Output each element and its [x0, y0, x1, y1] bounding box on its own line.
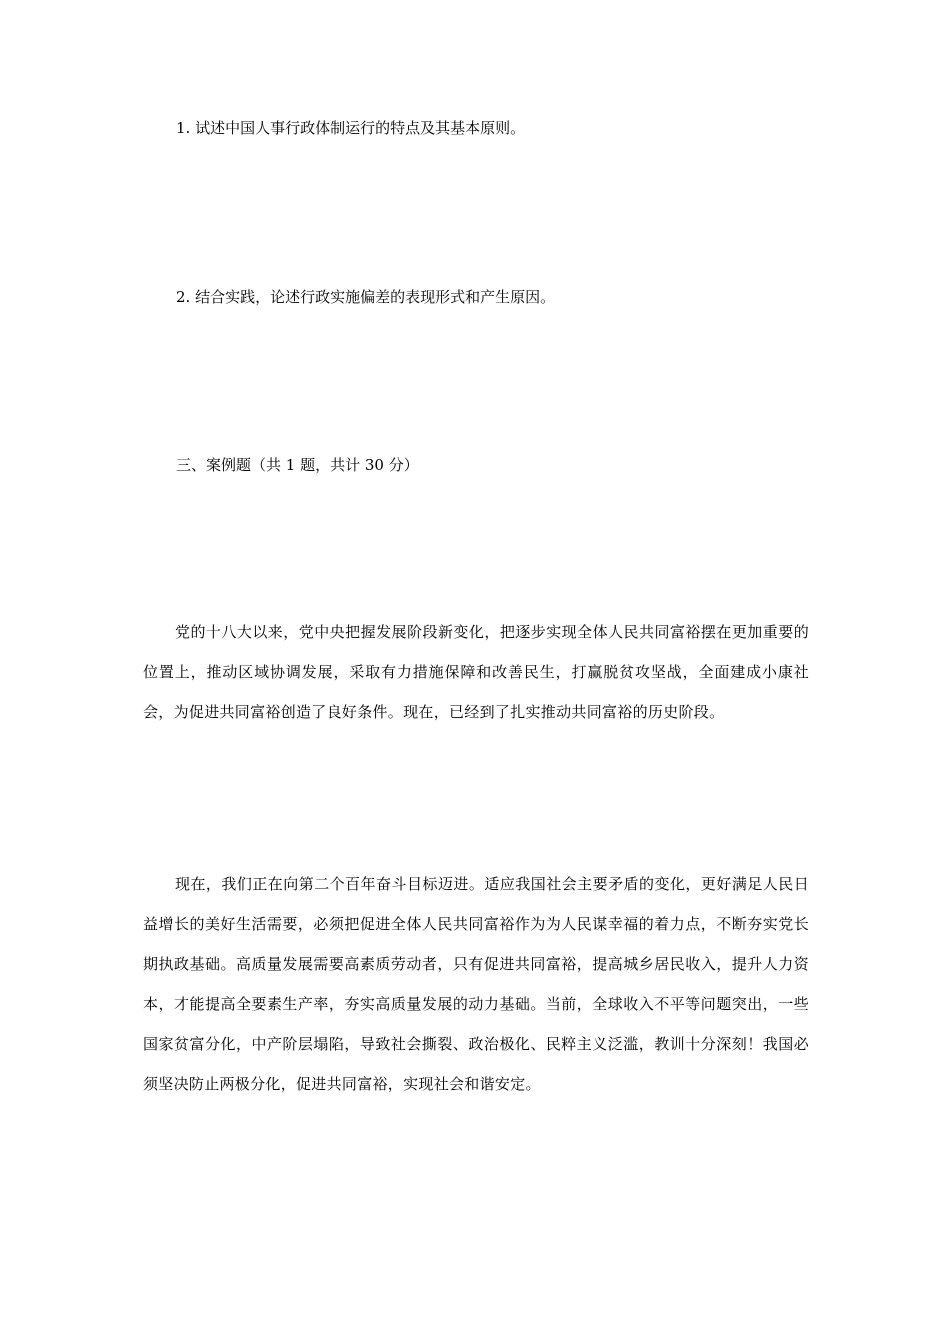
case-paragraph-1: 党的十八大以来，党中央把握发展阶段新变化，把逐步实现全体人民共同富裕摆在更加重要的位置上，推动区域协调发展，采取有力措施保障和改善民生，打赢脱贫攻坚战，全面建成小康社会，为促进共同富裕创造了良好条件。现在，已经到了扎实推动共同富裕的历史阶段。 [143, 623, 809, 721]
case-paragraph-2: 现在，我们正在向第二个百年奋斗目标迈进。适应我国社会主要矛盾的变化，更好满足人民日益增长的美好生活需要，必须把促进全体人民共同富裕作为为人民谋幸福的着力点，不断夯实党长期执政基础。高质量发展需要高素质劳动者，只有促进共同富裕，提高城乡居民收入，提升人力资本，才能提高全要素生产率，夯实高质量发展的动力基础。当前，全球收入不平等问题突出，一些国家贫富分化，中产阶层塌陷，导致社会撕裂、政治极化、民粹主义泛滥，教训十分深刻！我国必须坚决防止两极分化，促进共同富裕，实现社会和谐安定。 [143, 875, 809, 1093]
question-1: 1. 试述中国人事行政体制运行的特点及其基本原则。 [176, 119, 526, 137]
section-3-heading: 三、案例题（共 1 题，共计 30 分） [176, 456, 419, 474]
question-2: 2. 结合实践，论述行政实施偏差的表现形式和产生原因。 [176, 288, 556, 306]
